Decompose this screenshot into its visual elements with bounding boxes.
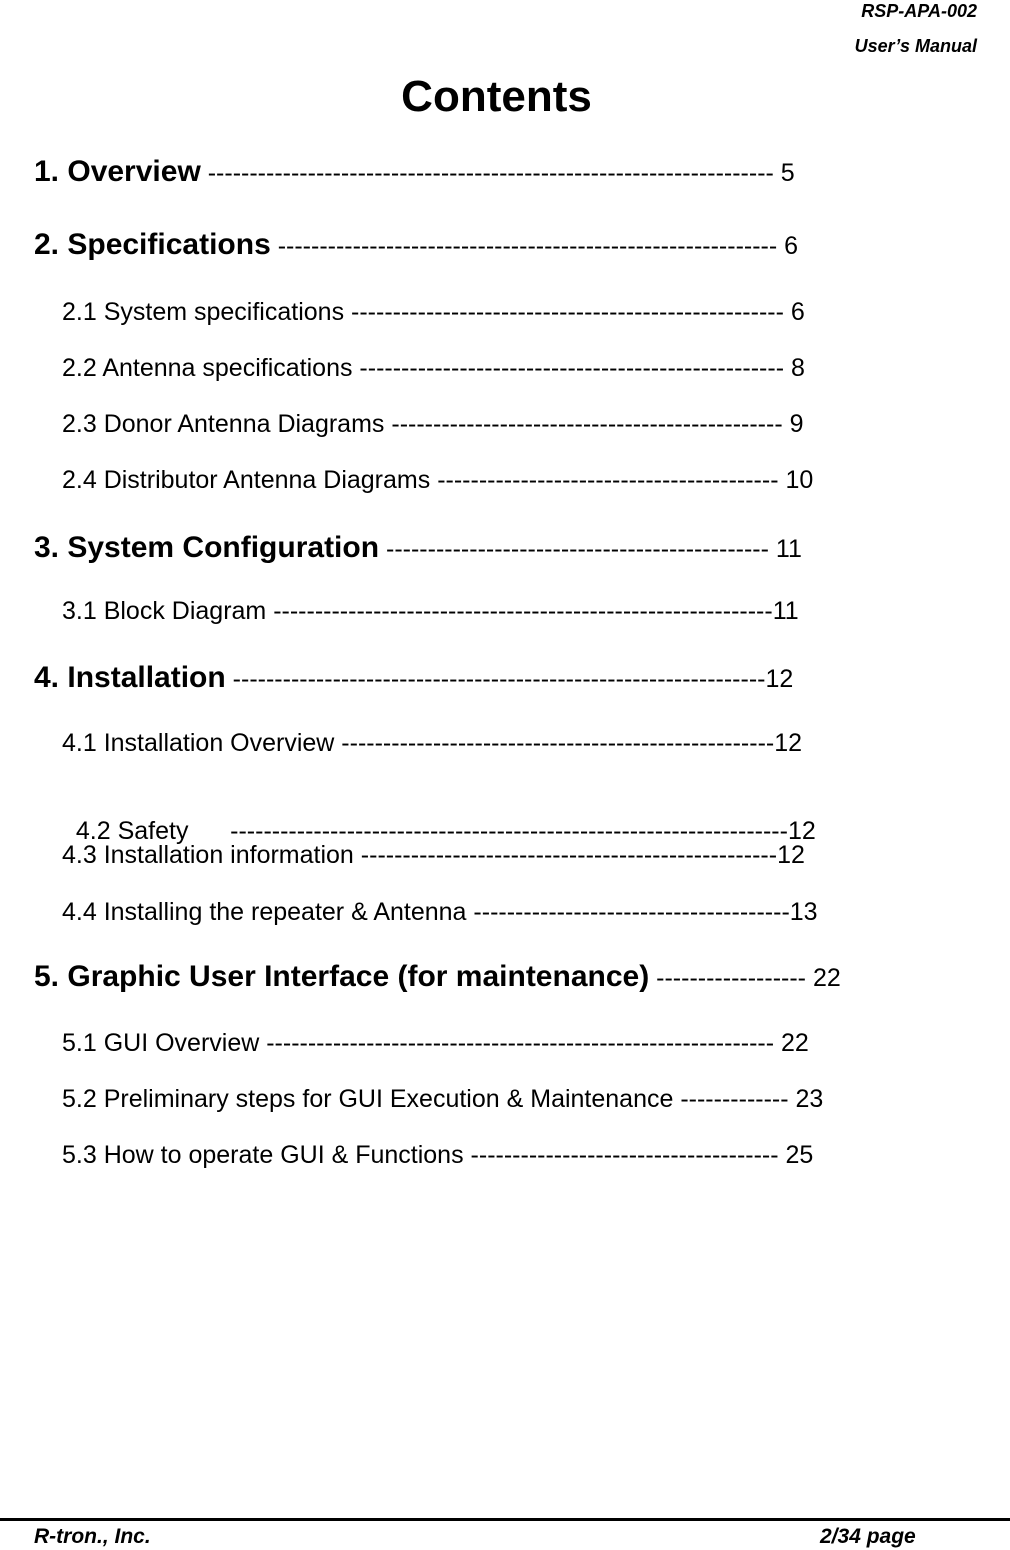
toc-label: 5.3 How to operate GUI & Functions	[62, 1141, 464, 1169]
toc-leader: ----------------------------------------------	[379, 535, 776, 563]
toc-page-number: 22	[781, 1029, 809, 1057]
toc-entry-preliminary-steps[interactable]	[62, 1083, 823, 1115]
toc-leader: -------------------------------------------------------------	[259, 1029, 782, 1057]
toc-entry-donor-antenna-diagrams[interactable]	[62, 408, 804, 440]
toc-leader: -------------------------------------	[463, 1141, 786, 1169]
toc-leader: --------------------------------------	[466, 898, 790, 926]
toc-label: 2.3 Donor Antenna Diagrams	[62, 410, 385, 438]
toc-leader: -----------------------------------------	[430, 466, 786, 494]
toc-page-number: 6	[790, 298, 805, 326]
toc-entry-safety[interactable]	[62, 783, 816, 847]
toc-label: 2.2 Antenna specifications	[62, 354, 353, 382]
toc-label: 1. Overview	[34, 156, 201, 188]
toc-page-number: 23	[795, 1085, 824, 1113]
toc-entry-block-diagram[interactable]	[62, 595, 799, 627]
footer-company: R-tron., Inc.	[34, 1525, 151, 1548]
toc-page-number: 6	[784, 232, 799, 260]
toc-page-number: 12	[765, 665, 794, 693]
toc-entry-specifications[interactable]	[34, 229, 798, 262]
toc-label: 4. Installation	[34, 662, 226, 694]
toc-entry-how-to-operate-gui[interactable]	[62, 1139, 813, 1171]
toc-page-number: 5	[780, 159, 795, 187]
toc-label: 3. System Configuration	[34, 532, 380, 564]
toc-page-number: 11	[775, 535, 802, 563]
document-id: RSP-APA-002	[861, 1, 977, 21]
toc-label: 4.2 Safety	[75, 817, 189, 845]
toc-leader: --------------------------------------------------	[353, 841, 778, 869]
toc-leader: ----------------------------------------------------	[334, 729, 775, 757]
toc-page-number: 12	[777, 841, 805, 869]
toc-entry-installation[interactable]	[34, 662, 793, 695]
toc-page-number: 9	[789, 410, 804, 438]
footer-page-number: 2/34 page	[820, 1525, 916, 1548]
toc-label: 2. Specifications	[34, 229, 271, 261]
toc-page-number: 13	[789, 898, 818, 926]
toc-leader: -----------------------------------------------	[384, 410, 790, 438]
toc-leader: ------------------------------------------------------------	[266, 597, 773, 625]
toc-page-number: 12	[774, 729, 803, 757]
toc-entry-installation-overview[interactable]	[62, 727, 802, 759]
toc-label: 5.1 GUI Overview	[62, 1029, 260, 1057]
toc-label: 2.1 System specifications	[62, 298, 345, 326]
toc-entry-installation-information[interactable]	[62, 839, 805, 871]
toc-page-number: 11	[772, 597, 799, 625]
toc-entry-graphic-user-interface[interactable]	[34, 961, 841, 994]
toc-leader: ----------------------------------------------------------------	[225, 665, 766, 693]
toc-entry-distributor-antenna-diagrams[interactable]	[62, 464, 813, 496]
toc-label: 4.4 Installing the repeater & Antenna	[62, 898, 467, 926]
toc-leader: ------------------------------------------------------------	[270, 232, 785, 260]
toc-label: 2.4 Distributor Antenna Diagrams	[62, 466, 431, 494]
toc-leader: ----------------------------------------------------	[344, 298, 791, 326]
toc-entry-overview[interactable]	[34, 156, 795, 189]
toc-leader: ---------------------------------------------------	[352, 354, 791, 382]
toc-label: 4.3 Installation information	[62, 841, 354, 869]
toc-label: 5. Graphic User Interface (for maintenance)	[34, 961, 650, 993]
toc-page-number: 25	[785, 1141, 814, 1169]
toc-label: 4.1 Installation Overview	[62, 729, 335, 757]
toc-page-number: 22	[812, 964, 841, 992]
toc-label: 5.2 Preliminary steps for GUI Execution & Maintenance	[62, 1085, 674, 1113]
toc-entry-system-specifications[interactable]	[62, 296, 805, 328]
toc-page-number: 8	[790, 354, 805, 382]
toc-leader: -------------	[673, 1085, 796, 1113]
toc-leader: -------------------------------------------------------------------	[188, 817, 788, 845]
toc-entry-system-configuration[interactable]	[34, 532, 802, 565]
page-title: Contents	[401, 72, 592, 121]
document-type: User’s Manual	[854, 36, 977, 56]
toc-label: 3.1 Block Diagram	[62, 597, 267, 625]
toc-page-number: 12	[787, 817, 816, 845]
toc-entry-installing-repeater-antenna[interactable]	[62, 896, 818, 928]
toc-leader: ------------------	[649, 964, 813, 992]
toc-page-number: 10	[785, 466, 814, 494]
toc-leader: --------------------------------------------------------------------	[200, 159, 781, 187]
toc-entry-antenna-specifications[interactable]	[62, 352, 805, 384]
footer-divider	[0, 1518, 1010, 1521]
toc-entry-gui-overview[interactable]	[62, 1027, 809, 1059]
